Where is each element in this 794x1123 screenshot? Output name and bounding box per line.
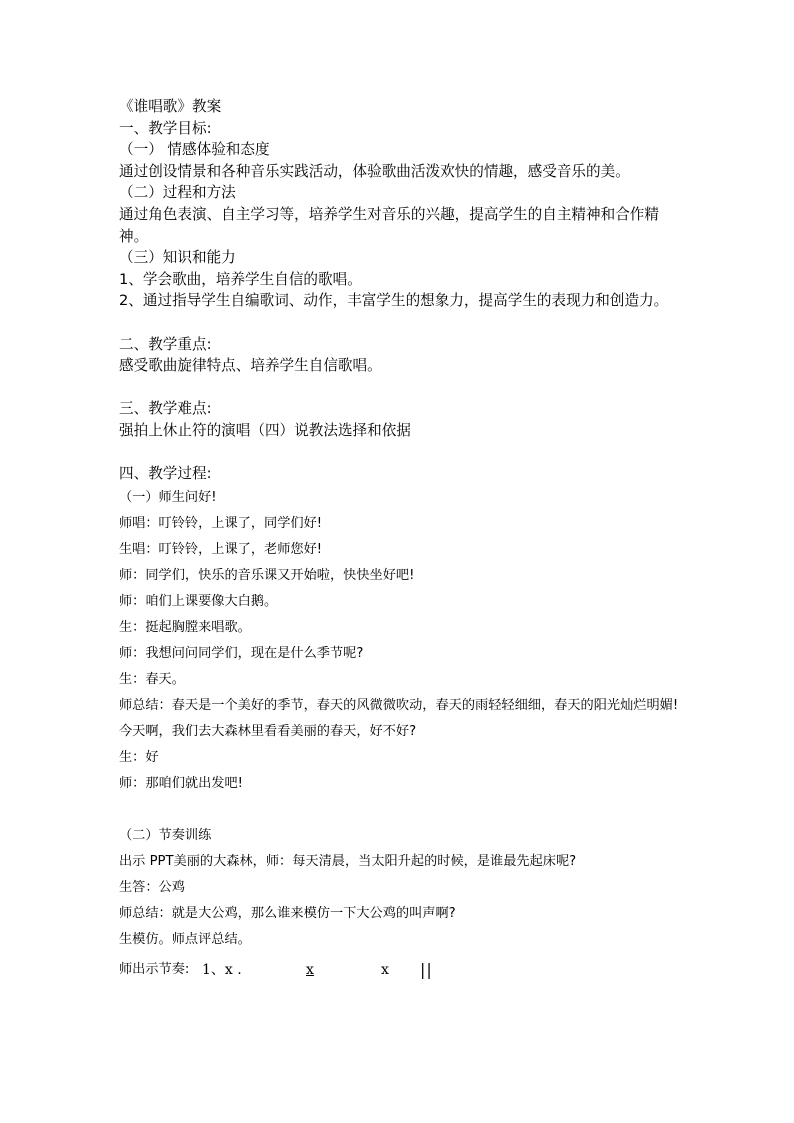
dialogue-line: 师总结：春天是一个美好的季节，春天的风微微吹动，春天的雨轻轻细细，春天的阳光灿烂明媚! 今天啊，我们去大森林里看看美丽的春天，好不好? bbox=[119, 697, 679, 739]
subheading-rhythm-training: （二）节奏训练 bbox=[119, 827, 212, 843]
spacer bbox=[119, 442, 679, 464]
dialogue-line: 出示 PPT美丽的大森林，师：每天清晨，当太阳升起的时候，是谁最先起床呢? bbox=[119, 853, 577, 869]
spacer bbox=[119, 797, 679, 823]
dialogue-line: 师：咱们上课要像大白鹅。 bbox=[119, 593, 278, 609]
end-barline: || bbox=[420, 959, 433, 979]
section-heading-key-points: 二、教学重点: bbox=[119, 335, 212, 353]
dialogue-line: 师唱：叮铃铃，上课了，同学们好! bbox=[119, 515, 323, 531]
paragraph-process: 通过角色表演、自主学习等，培养学生对音乐的兴趣，提高学生的自主精神和合作精神。 bbox=[119, 205, 659, 245]
list-item-2: 2、通过指导学生自编歌词、动作，丰富学生的想象力，提高学生的表现力和创造力。 bbox=[119, 292, 669, 310]
rhythm-notation bbox=[119, 957, 679, 983]
dialogue-line: 生答：公鸡 bbox=[119, 879, 185, 895]
spacer bbox=[119, 312, 679, 334]
doc-title: 《谁唱歌》教案 bbox=[119, 98, 222, 115]
dialogue-line: 生：好 bbox=[119, 749, 159, 765]
section-heading-objectives: 一、教学目标: bbox=[119, 119, 212, 137]
spacer bbox=[119, 377, 679, 399]
rhythm-label: 师出示节奏: bbox=[119, 961, 190, 977]
section-heading-process: 四、教学过程: bbox=[119, 465, 212, 483]
dialogue-line: 师：同学们，快乐的音乐课又开始啦，快快坐好吧! bbox=[119, 567, 415, 583]
paragraph-key-points: 感受歌曲旋律特点、培养学生自信歌唱。 bbox=[119, 357, 382, 375]
dialogue-line: 生唱：叮铃铃，上课了，老师您好! bbox=[119, 541, 323, 557]
section-heading-difficulties: 三、教学难点: bbox=[119, 400, 212, 418]
subheading-process: （二）过程和方法 bbox=[119, 184, 236, 202]
rhythm-note: x bbox=[381, 961, 389, 978]
rhythm-note: x bbox=[306, 961, 314, 978]
dialogue-line: 师：我想问问同学们，现在是什么季节呢? bbox=[119, 645, 364, 661]
paragraph-difficulties: 强拍上休止符的演唱（四）说教法选择和依据 bbox=[119, 421, 411, 439]
list-item-1: 1、学会歌曲，培养学生自信的歌唱。 bbox=[119, 270, 362, 288]
rhythm-note: 1、x . bbox=[202, 961, 242, 978]
subheading-greeting: （一）师生问好! bbox=[119, 489, 217, 505]
subheading-emotion: （一） 情感体验和态度 bbox=[119, 141, 270, 159]
dialogue-line: 师：那咱们就出发吧! bbox=[119, 775, 243, 791]
dialogue-line: 生：挺起胸膛来唱歌。 bbox=[119, 619, 251, 635]
document-body bbox=[119, 96, 679, 983]
dialogue-line: 生模仿。师点评总结。 bbox=[119, 931, 251, 947]
dialogue-line: 师总结：就是大公鸡，那么谁来模仿一下大公鸡的叫声啊? bbox=[119, 905, 456, 921]
dialogue-line: 生：春天。 bbox=[119, 671, 185, 687]
paragraph-emotion: 通过创设情景和各种音乐实践活动，体验歌曲活泼欢快的情趣，感受音乐的美。 bbox=[119, 162, 630, 180]
subheading-knowledge: （三）知识和能力 bbox=[119, 249, 236, 267]
